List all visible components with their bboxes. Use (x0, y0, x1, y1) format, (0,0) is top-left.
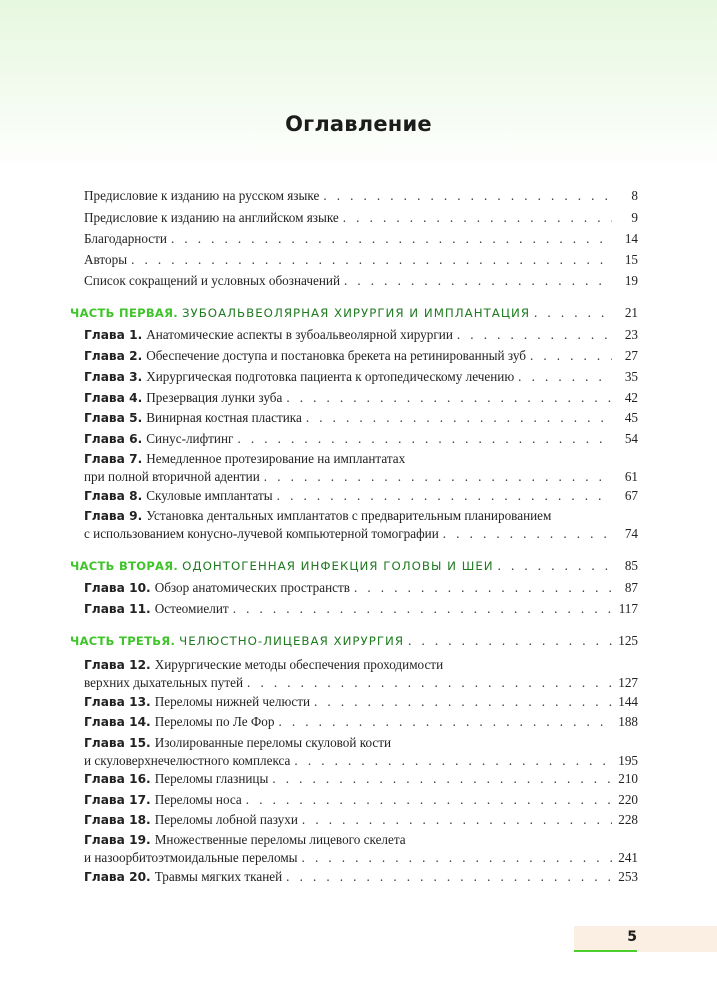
entry-page: 8 (631, 188, 638, 203)
part-label: ЧАСТЬ ПЕРВАЯ. (70, 306, 178, 320)
dot-leader (498, 558, 612, 573)
dot-leader (247, 675, 612, 690)
chapter-label: Глава 10. (84, 581, 151, 595)
dot-leader (343, 210, 612, 225)
toc-entry-preface-en[interactable] (84, 210, 638, 225)
dot-leader (171, 231, 612, 246)
chapter-title-line-1: Установка дентальных имплантатов с предварительным планированием (146, 508, 552, 523)
page-number: 5 (627, 929, 637, 945)
chapter-title-line-2: и скуловерхнечелюстного комплекса (84, 753, 291, 768)
chapter-title: Переломы глазницы (154, 771, 269, 786)
toc-chapter-1[interactable] (84, 327, 638, 343)
toc-chapter-7[interactable] (84, 451, 638, 484)
dot-leader (264, 469, 612, 484)
toc-chapter-11[interactable] (84, 601, 638, 617)
chapter-title-line-2: при полной вторичной адентии (84, 469, 260, 484)
dot-leader (408, 633, 612, 648)
chapter-label: Глава 6. (84, 432, 143, 446)
toc-chapter-15[interactable] (84, 735, 638, 768)
chapter-page: 195 (618, 753, 638, 768)
toc-part-1[interactable] (70, 305, 638, 321)
dot-leader (534, 305, 612, 320)
page-title: Оглавление (285, 112, 432, 136)
page-number-tab (574, 926, 717, 952)
chapter-page: 210 (618, 771, 638, 786)
chapter-title: Остеомиелит (154, 601, 229, 616)
chapter-title: Скуловые имплантаты (146, 488, 273, 503)
chapter-title: Анатомические аспекты в зубоальвеолярной хирургии (146, 327, 453, 342)
part-label: ЧАСТЬ ТРЕТЬЯ. (70, 634, 176, 648)
chapter-title: Травмы мягких тканей (154, 869, 283, 884)
chapter-title: Переломы носа (154, 792, 242, 807)
toc-entry-authors[interactable] (84, 252, 638, 267)
toc-entry-preface-ru[interactable] (84, 188, 638, 203)
entry-title: Список сокращений и условных обозначений (84, 273, 340, 288)
dot-leader (518, 369, 612, 384)
toc-chapter-14[interactable] (84, 714, 638, 730)
dot-leader (306, 410, 612, 425)
chapter-label: Глава 17. (84, 793, 151, 807)
chapter-page: 253 (618, 869, 638, 884)
chapter-page: 117 (618, 601, 638, 616)
toc-chapter-4[interactable] (84, 390, 638, 406)
dot-leader (294, 753, 612, 768)
entry-title: Благодарности (84, 231, 167, 246)
toc-chapter-6[interactable] (84, 431, 638, 447)
chapter-title-line-2: с использованием конусно-лучевой компьютерной томографии (84, 526, 439, 541)
dot-leader (286, 390, 612, 405)
part-page: 125 (618, 633, 638, 648)
dot-leader (277, 488, 612, 503)
chapter-page: 220 (618, 792, 638, 807)
chapter-label: Глава 7. (84, 452, 143, 466)
entry-page: 14 (624, 231, 638, 246)
chapter-label: Глава 11. (84, 602, 151, 616)
part-title: ОДОНТОГЕННАЯ ИНФЕКЦИЯ ГОЛОВЫ И ШЕИ (182, 559, 494, 573)
toc-part-2[interactable] (70, 558, 638, 574)
chapter-title: Обеспечение доступа и постановка брекета на ретинированный зуб (146, 348, 526, 363)
chapter-page: 67 (624, 488, 638, 503)
chapter-title: Переломы нижней челюсти (154, 694, 311, 709)
dot-leader (530, 348, 612, 363)
dot-leader (272, 771, 612, 786)
entry-page: 15 (624, 252, 638, 267)
chapter-title: Хирургическая подготовка пациента к ортопедическому лечению (146, 369, 515, 384)
dot-leader (323, 188, 612, 203)
chapter-page: 144 (618, 694, 638, 709)
dot-leader (443, 526, 612, 541)
chapter-title: Винирная костная пластика (146, 410, 302, 425)
chapter-page: 87 (624, 580, 638, 595)
toc-chapter-2[interactable] (84, 348, 638, 364)
chapter-page: 61 (624, 469, 638, 484)
dot-leader (286, 869, 612, 884)
toc-chapter-5[interactable] (84, 410, 638, 426)
chapter-title-line-1: Изолированные переломы скуловой кости (154, 735, 392, 750)
toc-chapter-12[interactable] (84, 657, 638, 690)
chapter-page: 27 (624, 348, 638, 363)
chapter-page: 45 (624, 410, 638, 425)
chapter-page: 188 (618, 714, 638, 729)
toc-part-3[interactable] (70, 633, 638, 649)
chapter-label: Глава 12. (84, 658, 151, 672)
toc-chapter-3[interactable] (84, 369, 638, 385)
chapter-label: Глава 18. (84, 813, 151, 827)
chapter-label: Глава 3. (84, 370, 143, 384)
chapter-page: 35 (624, 369, 638, 384)
entry-title: Предисловие к изданию на английском языке (84, 210, 339, 225)
toc-chapter-8[interactable] (84, 488, 638, 504)
chapter-title-line-1: Хирургические методы обеспечения проходимости (154, 657, 444, 672)
dot-leader (344, 273, 612, 288)
dot-leader (237, 431, 612, 446)
part-title: ЧЕЛЮСТНО-ЛИЦЕВАЯ ХИРУРГИЯ (179, 634, 405, 648)
toc-entry-acknowledgements[interactable] (84, 231, 638, 246)
chapter-title-line-1: Немедленное протезирование на имплантатах (146, 451, 406, 466)
chapter-title-line-1: Множественные переломы лицевого скелета (154, 832, 406, 847)
chapter-label: Глава 16. (84, 772, 151, 786)
toc-chapter-13[interactable] (84, 694, 638, 710)
chapter-label: Глава 1. (84, 328, 143, 342)
entry-title: Авторы (84, 252, 128, 267)
chapter-title: Обзор анатомических пространств (154, 580, 351, 595)
part-label: ЧАСТЬ ВТОРАЯ. (70, 559, 179, 573)
dot-leader (131, 252, 612, 267)
toc-entry-abbreviations[interactable] (84, 273, 638, 288)
chapter-label: Глава 14. (84, 715, 151, 729)
chapter-page: 54 (624, 431, 638, 446)
entry-page: 19 (624, 273, 638, 288)
chapter-title: Переломы по Ле Фор (154, 714, 275, 729)
chapter-page: 241 (618, 850, 638, 865)
chapter-title-line-2: верхних дыхательных путей (84, 675, 244, 690)
chapter-label: Глава 8. (84, 489, 143, 503)
chapter-label: Глава 13. (84, 695, 151, 709)
toc-chapter-20[interactable] (84, 869, 638, 885)
dot-leader (302, 850, 612, 865)
dot-leader (246, 792, 612, 807)
chapter-page: 23 (624, 327, 638, 342)
toc-chapter-19[interactable] (84, 832, 638, 865)
page-number-underline (574, 950, 637, 952)
chapter-title: Переломы лобной пазухи (154, 812, 298, 827)
entry-page: 9 (631, 210, 638, 225)
chapter-label: Глава 9. (84, 509, 143, 523)
chapter-label: Глава 20. (84, 870, 151, 884)
chapter-label: Глава 5. (84, 411, 143, 425)
chapter-page: 127 (618, 675, 638, 690)
chapter-label: Глава 2. (84, 349, 143, 363)
dot-leader (279, 714, 613, 729)
toc-chapter-9[interactable] (84, 508, 638, 541)
part-title: ЗУБОАЛЬВЕОЛЯРНАЯ ХИРУРГИЯ И ИМПЛАНТАЦИЯ (181, 306, 531, 320)
toc-chapter-18[interactable] (84, 812, 638, 828)
part-page: 21 (624, 305, 638, 320)
chapter-page: 74 (624, 526, 638, 541)
chapter-title-line-2: и назоорбитоэтмоидальные переломы (84, 850, 298, 865)
chapter-label: Глава 4. (84, 391, 143, 405)
dot-leader (302, 812, 612, 827)
part-page: 85 (624, 558, 638, 573)
dot-leader (314, 694, 612, 709)
toc-chapter-17[interactable] (84, 792, 638, 808)
dot-leader (233, 601, 612, 616)
chapter-title: Презервация лунки зуба (146, 390, 283, 405)
chapter-label: Глава 15. (84, 736, 151, 750)
chapter-page: 228 (618, 812, 638, 827)
chapter-title: Синус-лифтинг (146, 431, 234, 446)
dot-leader (354, 580, 612, 595)
toc-chapter-16[interactable] (84, 771, 638, 787)
chapter-label: Глава 19. (84, 833, 151, 847)
dot-leader (457, 327, 612, 342)
toc-chapter-10[interactable] (84, 580, 638, 596)
chapter-page: 42 (624, 390, 638, 405)
entry-title: Предисловие к изданию на русском языке (84, 188, 320, 203)
